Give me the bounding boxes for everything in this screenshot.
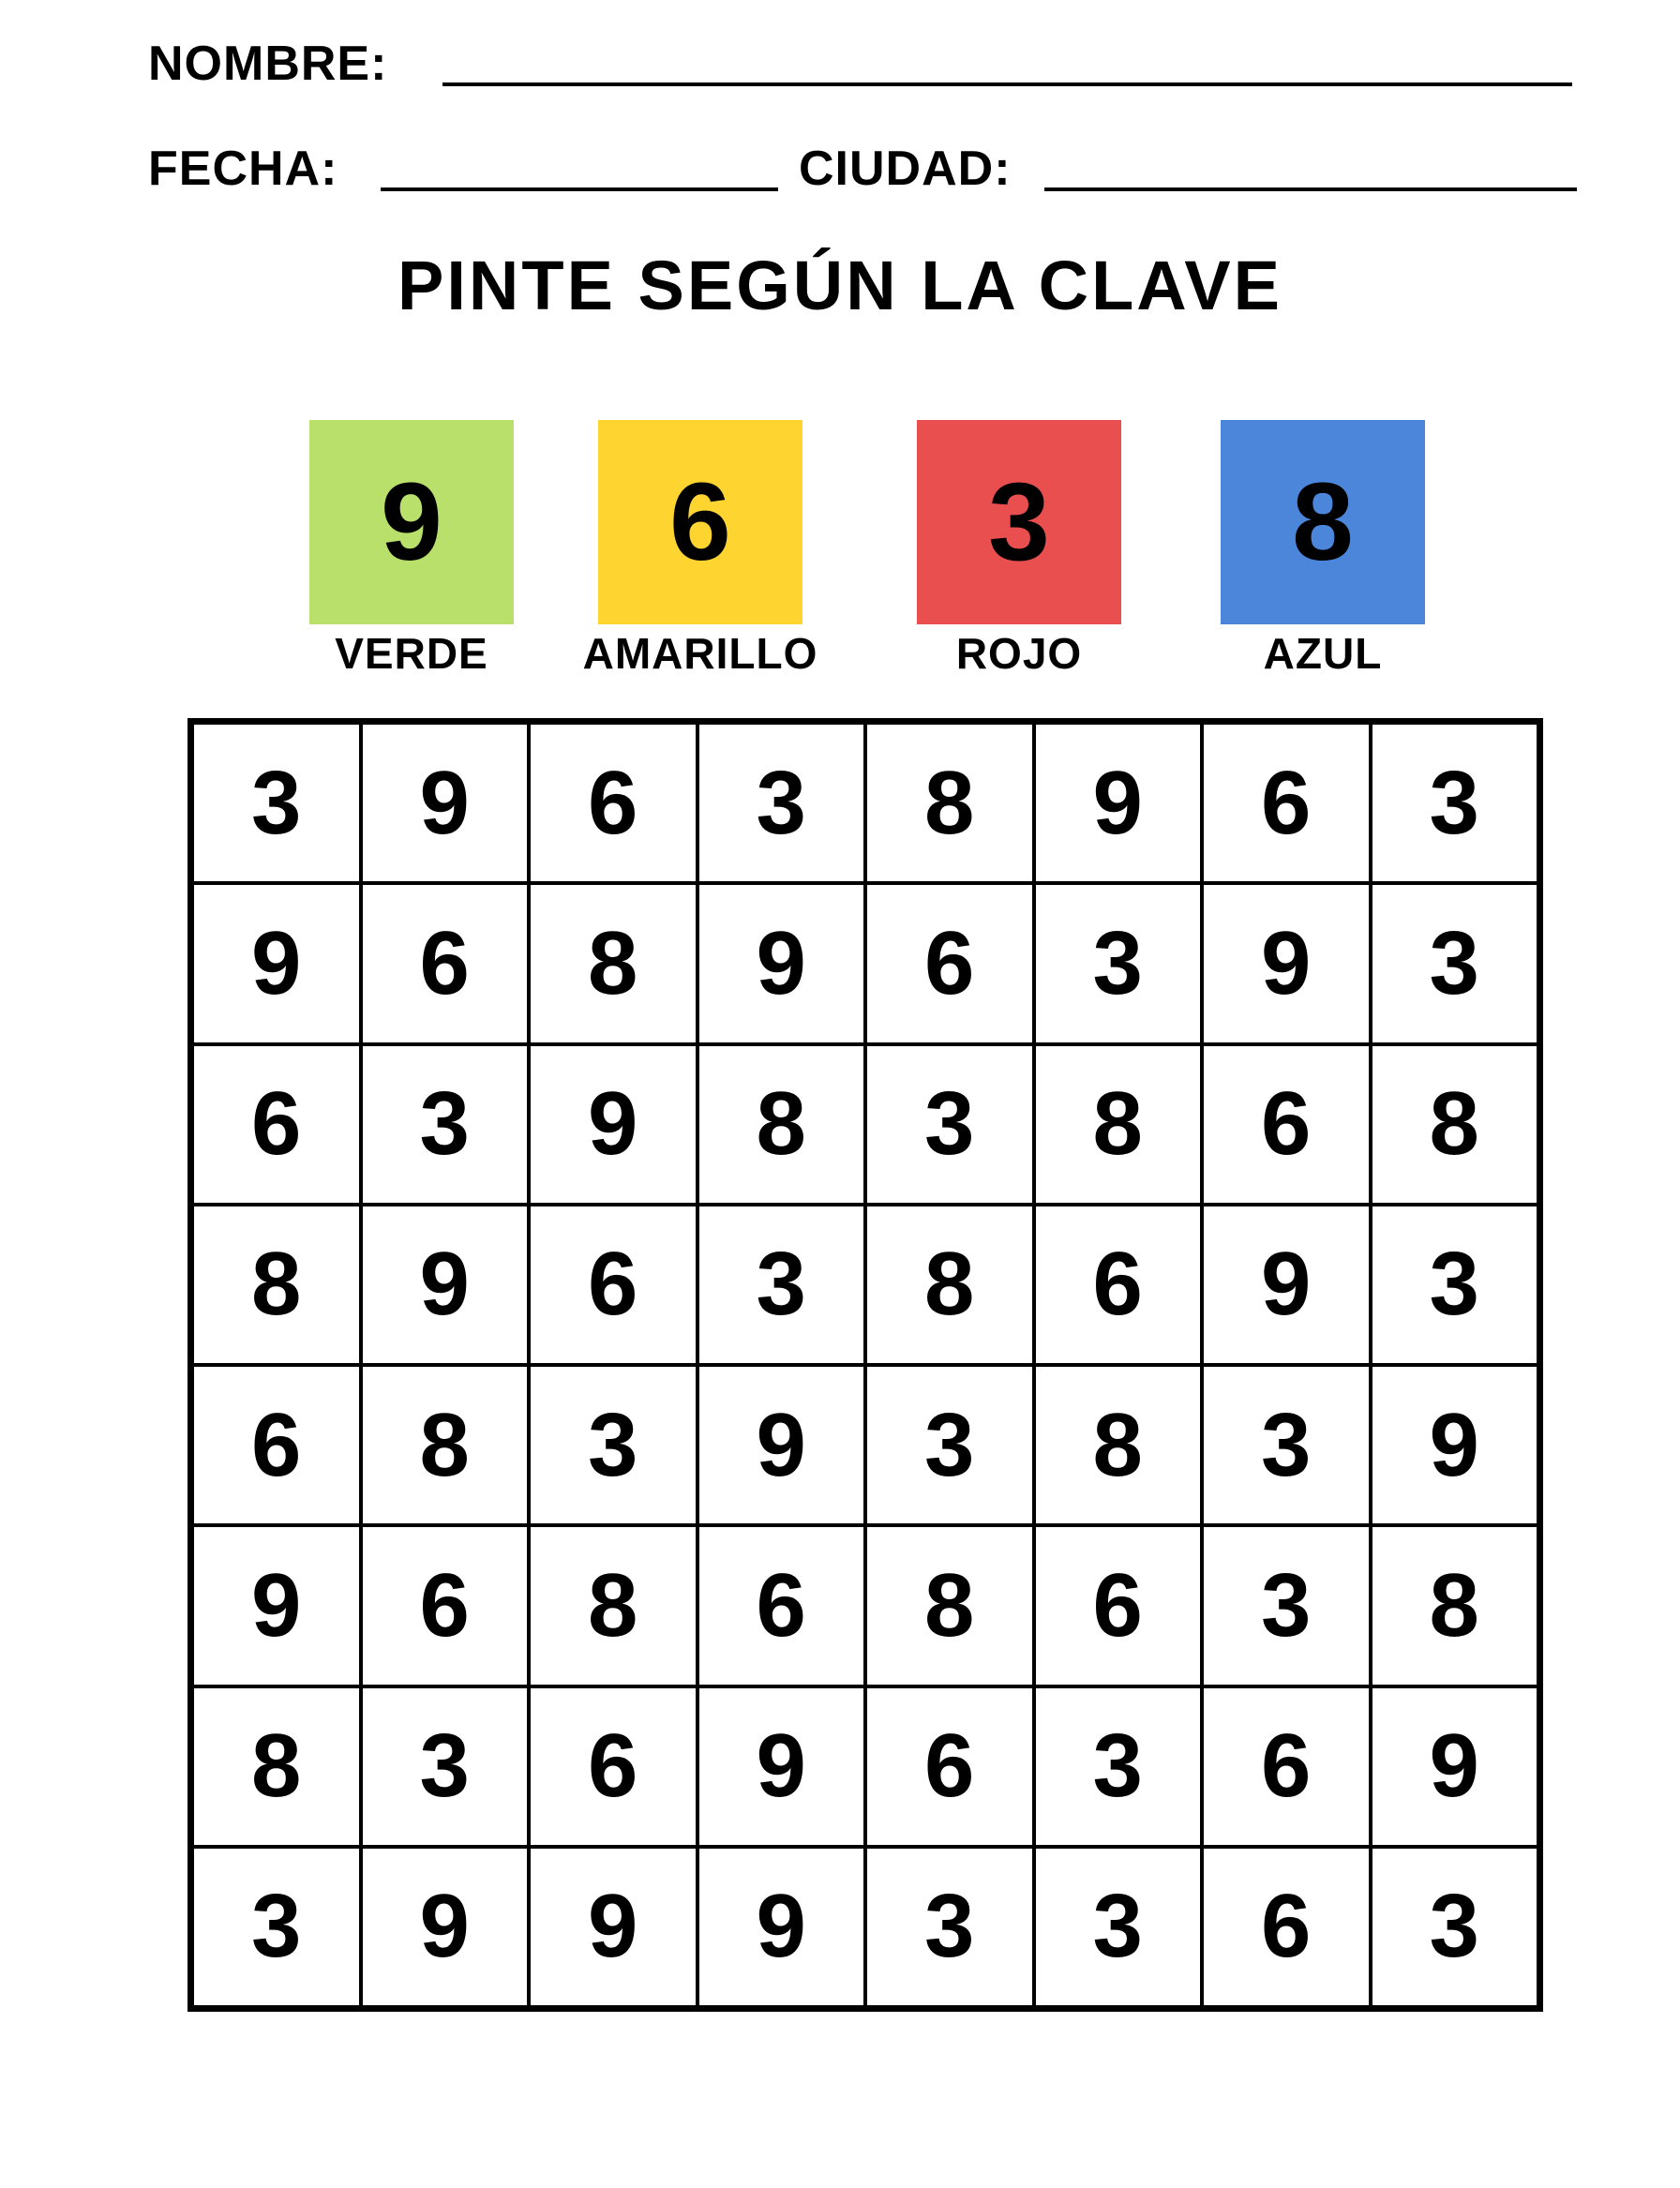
grid-cell[interactable]: 8 [529, 1525, 698, 1686]
grid-cell[interactable]: 6 [529, 1205, 698, 1365]
key-label-azul: AZUL [1263, 629, 1383, 678]
date-field-line [381, 187, 778, 191]
name-field-line [442, 82, 1572, 86]
grid-cell[interactable]: 8 [865, 723, 1034, 883]
grid-cell[interactable]: 3 [865, 1365, 1034, 1525]
grid-cell[interactable]: 3 [529, 1365, 698, 1525]
grid-cell[interactable]: 6 [1034, 1525, 1203, 1686]
grid-cell[interactable]: 3 [1371, 1205, 1539, 1365]
grid-cell[interactable]: 3 [865, 1044, 1034, 1205]
grid-cell[interactable]: 9 [698, 1686, 866, 1847]
grid-cell[interactable]: 6 [698, 1525, 866, 1686]
grid-cell[interactable]: 9 [1371, 1686, 1539, 1847]
key-swatch-azul: 8 [1221, 420, 1425, 624]
grid-cell[interactable]: 6 [1202, 1686, 1371, 1847]
city-label: CIUDAD: [799, 142, 1012, 196]
grid-cell[interactable]: 9 [698, 1847, 866, 2007]
grid-cell[interactable]: 3 [698, 723, 866, 883]
key-swatch-amarillo: 6 [598, 420, 802, 624]
grid-cell[interactable]: 6 [1202, 1847, 1371, 2007]
grid-cell[interactable]: 9 [361, 723, 530, 883]
grid-cell[interactable]: 3 [1202, 1365, 1371, 1525]
key-swatch-verde: 9 [309, 420, 514, 624]
city-field-line [1044, 187, 1577, 191]
key-label-rojo: ROJO [955, 629, 1083, 678]
grid-cell[interactable]: 3 [361, 1044, 530, 1205]
grid-cell[interactable]: 9 [698, 883, 866, 1043]
grid-cell[interactable]: 8 [865, 1525, 1034, 1686]
grid-cell[interactable]: 3 [1034, 883, 1203, 1043]
grid-cell[interactable]: 8 [529, 883, 698, 1043]
grid-cell[interactable]: 6 [1034, 1205, 1203, 1365]
grid-cell[interactable]: 6 [361, 883, 530, 1043]
grid-cell[interactable]: 8 [361, 1365, 530, 1525]
grid-cell[interactable]: 3 [698, 1205, 866, 1365]
grid-cell[interactable]: 8 [865, 1205, 1034, 1365]
key-label-amarillo: AMARILLO [582, 629, 818, 678]
grid-cell[interactable]: 6 [529, 723, 698, 883]
grid-cell[interactable]: 9 [1202, 1205, 1371, 1365]
key-label-verde: VERDE [335, 629, 488, 678]
grid-cell[interactable]: 9 [698, 1365, 866, 1525]
grid-cell[interactable]: 6 [1202, 723, 1371, 883]
grid-cell[interactable]: 6 [865, 1686, 1034, 1847]
grid-cell[interactable]: 8 [192, 1686, 361, 1847]
grid-cell[interactable]: 6 [865, 883, 1034, 1043]
grid-cell[interactable]: 9 [529, 1847, 698, 2007]
name-label: NOMBRE: [148, 37, 388, 91]
grid-cell[interactable]: 6 [529, 1686, 698, 1847]
grid-cell[interactable]: 8 [1034, 1044, 1203, 1205]
grid-cell[interactable]: 3 [865, 1847, 1034, 2007]
grid-cell[interactable]: 8 [1371, 1525, 1539, 1686]
grid-cell[interactable]: 8 [698, 1044, 866, 1205]
grid-cell[interactable]: 6 [192, 1044, 361, 1205]
grid-cell[interactable]: 3 [1371, 1847, 1539, 2007]
worksheet-title: PINTE SEGÚN LA CLAVE [398, 247, 1282, 324]
grid-cell[interactable]: 8 [1371, 1044, 1539, 1205]
grid-cell[interactable]: 3 [1371, 723, 1539, 883]
grid-cell[interactable]: 8 [192, 1205, 361, 1365]
grid-cell[interactable]: 3 [192, 723, 361, 883]
grid-cell[interactable]: 3 [361, 1686, 530, 1847]
date-label: FECHA: [148, 142, 338, 196]
grid-cell[interactable]: 9 [1034, 723, 1203, 883]
grid-cell[interactable]: 9 [361, 1205, 530, 1365]
grid-cell[interactable]: 9 [529, 1044, 698, 1205]
grid-cell[interactable]: 3 [192, 1847, 361, 2007]
number-grid [188, 718, 1543, 2012]
grid-cell[interactable]: 3 [1034, 1686, 1203, 1847]
grid-cell[interactable]: 9 [192, 1525, 361, 1686]
grid-cell[interactable]: 6 [361, 1525, 530, 1686]
grid-cell[interactable]: 3 [1371, 883, 1539, 1043]
grid-cell[interactable]: 9 [192, 883, 361, 1043]
grid-cell[interactable]: 3 [1202, 1525, 1371, 1686]
grid-cell[interactable]: 8 [1034, 1365, 1203, 1525]
key-swatch-rojo: 3 [917, 420, 1121, 624]
grid-cell[interactable]: 3 [1034, 1847, 1203, 2007]
grid-cell[interactable]: 6 [192, 1365, 361, 1525]
grid-cell[interactable]: 9 [1371, 1365, 1539, 1525]
grid-cell[interactable]: 6 [1202, 1044, 1371, 1205]
grid-cell[interactable]: 9 [361, 1847, 530, 2007]
grid-cell[interactable]: 9 [1202, 883, 1371, 1043]
